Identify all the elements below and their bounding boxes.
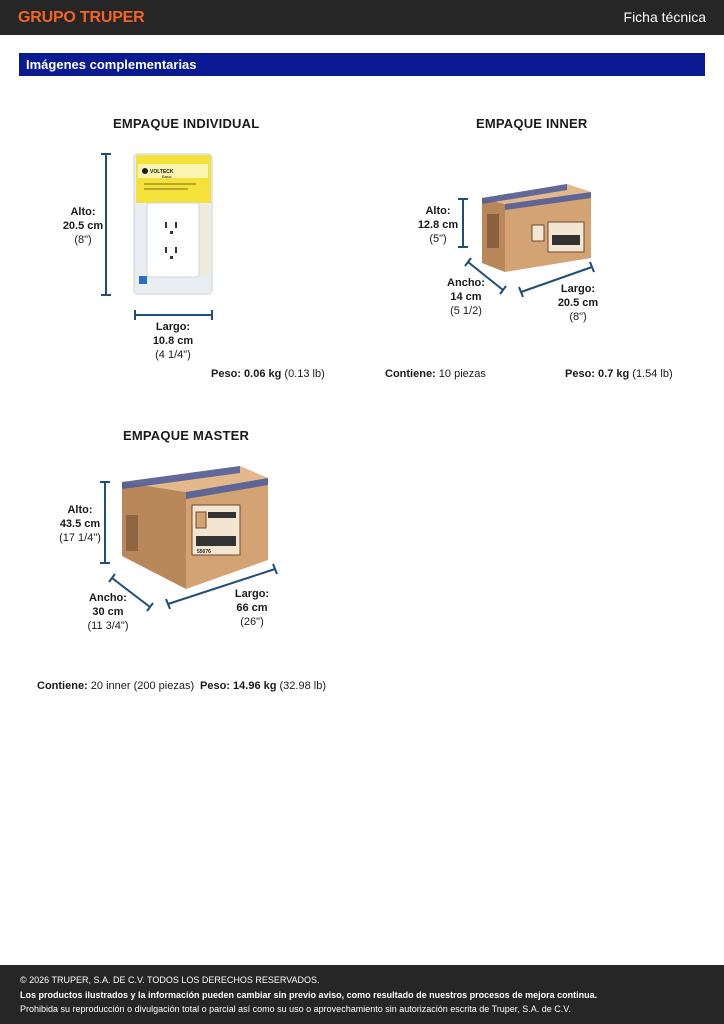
master-box-image bbox=[122, 466, 268, 589]
master-box-code: 55076 bbox=[197, 549, 211, 555]
individual-package-title: EMPAQUE INDIVIDUAL bbox=[113, 116, 260, 131]
individual-height-label: Alto: 20.5 cm (8") bbox=[62, 206, 104, 246]
inner-box-image bbox=[482, 184, 591, 272]
section-title: Imágenes complementarias bbox=[26, 57, 197, 72]
inner-contents: Contiene: 10 piezas bbox=[385, 368, 486, 380]
inner-height-label: Alto: 12.8 cm (5") bbox=[417, 205, 459, 245]
footer-prohibition: Prohibida su reproducción o divulgación total o parcial así como su uso o aprovechamiento sin autorización escrita de Truper, S.A. de C.V. bbox=[20, 1004, 571, 1014]
footer-copyright: © 2026 TRUPER, S.A. DE C.V. TODOS LOS DERECHOS RESERVADOS. bbox=[20, 975, 320, 985]
footer bbox=[0, 965, 724, 1024]
document-type: Ficha técnica bbox=[623, 9, 706, 25]
inner-width-label: Ancho: 14 cm (5 1/2) bbox=[447, 277, 485, 317]
brand-logo: GRUPO TRUPER bbox=[18, 9, 145, 26]
package-brand-text: VOLTECK bbox=[150, 169, 174, 175]
inner-package-title: EMPAQUE INNER bbox=[476, 116, 588, 131]
package-line-text: Basic bbox=[162, 174, 172, 179]
master-height-label: Alto: 43.5 cm (17 1/4") bbox=[59, 504, 101, 544]
individual-weight: Peso: 0.06 kg (0.13 lb) bbox=[211, 368, 325, 380]
master-contents: Contiene: 20 inner (200 piezas) bbox=[37, 680, 195, 692]
master-package-title: EMPAQUE MASTER bbox=[123, 428, 250, 443]
individual-length-label: Largo: 10.8 cm (4 1/4") bbox=[152, 321, 194, 361]
master-length-label: Largo: 66 cm (26") bbox=[234, 588, 270, 628]
individual-package-image bbox=[134, 154, 212, 294]
inner-length-label: Largo: 20.5 cm (8") bbox=[557, 283, 599, 323]
master-weight: Peso: 14.96 kg (32.98 lb) bbox=[200, 680, 326, 692]
footer-notice: Los productos ilustrados y la información pueden cambiar sin previo aviso, como resultado de nuestros procesos de mejora continua. bbox=[20, 990, 598, 1000]
master-width-label: Ancho: 30 cm (11 3/4") bbox=[87, 592, 129, 632]
inner-weight: Peso: 0.7 kg (1.54 lb) bbox=[565, 368, 673, 380]
